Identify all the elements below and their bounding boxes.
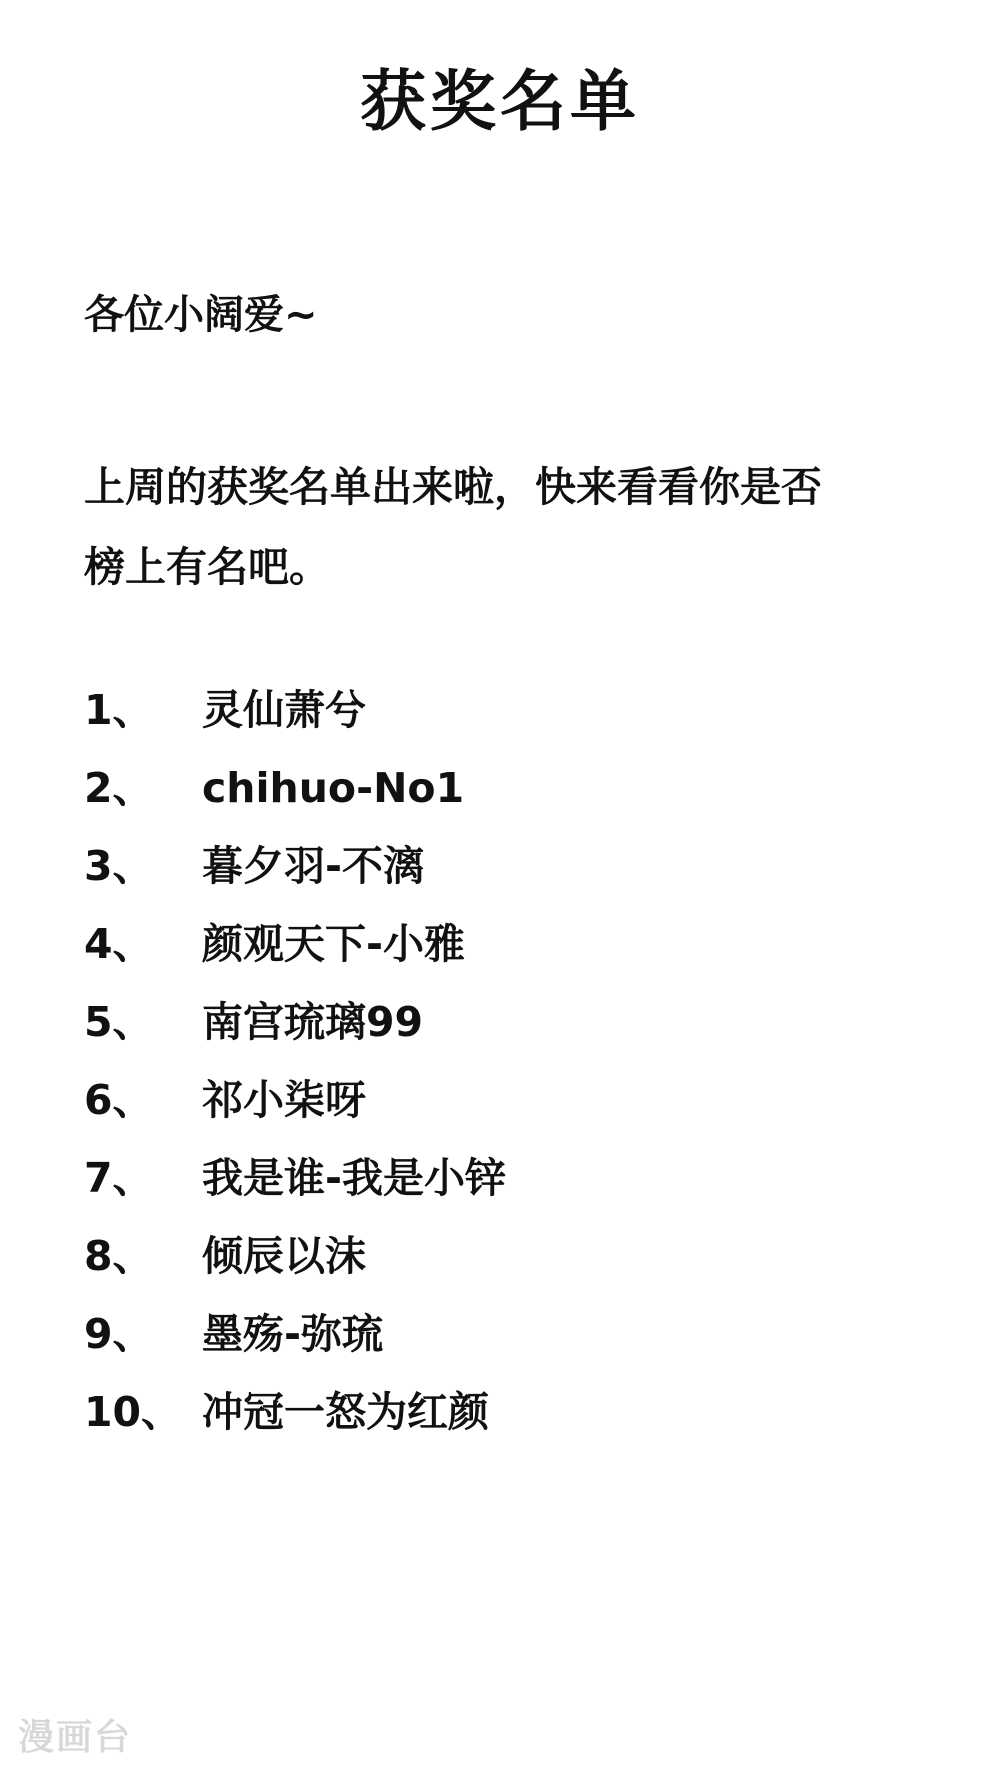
winner-name: 墨殇-弥琉 (202, 1310, 384, 1358)
winner-name: 祁小柒呀 (202, 1076, 366, 1124)
winners-list (84, 686, 904, 1470)
winner-name: 倾辰以沫 (202, 1232, 366, 1280)
winner-index: 3、 (84, 842, 154, 890)
winner-name: 暮夕羽-不漓 (202, 842, 425, 890)
watermark-text: 漫画台 (18, 1717, 133, 1758)
list-item (84, 998, 904, 1080)
list-item (84, 1310, 904, 1392)
winner-name: 南宫琉璃99 (202, 998, 424, 1046)
winner-name: chihuo-No1 (202, 764, 465, 812)
list-item (84, 842, 904, 924)
winner-index: 9、 (84, 1310, 154, 1358)
winner-index: 5、 (84, 998, 154, 1046)
winner-name: 灵仙萧兮 (202, 686, 366, 734)
list-item (84, 920, 904, 1002)
intro-paragraph: 上周的获奖名单出来啦，快来看看你是否榜上有名吧。 (84, 463, 822, 591)
list-item (84, 1154, 904, 1236)
winner-index: 6、 (84, 1076, 154, 1124)
winner-name: 冲冠一怒为红颜 (202, 1388, 489, 1436)
list-item (84, 686, 904, 768)
greeting-text: 各位小阔爱~ (84, 292, 318, 338)
page-title: 获奖名单 (360, 63, 640, 140)
winner-index: 10、 (84, 1388, 183, 1436)
list-item (84, 1388, 904, 1470)
winner-index: 2、 (84, 764, 154, 812)
winner-index: 7、 (84, 1154, 154, 1202)
list-item (84, 1232, 904, 1314)
list-item (84, 1076, 904, 1158)
list-item (84, 764, 904, 846)
winner-index: 8、 (84, 1232, 154, 1280)
winner-name: 我是谁-我是小锌 (202, 1154, 507, 1202)
winner-name: 颜观天下-小雅 (202, 920, 466, 968)
winner-index: 4、 (84, 920, 154, 968)
winner-index: 1、 (84, 686, 154, 734)
